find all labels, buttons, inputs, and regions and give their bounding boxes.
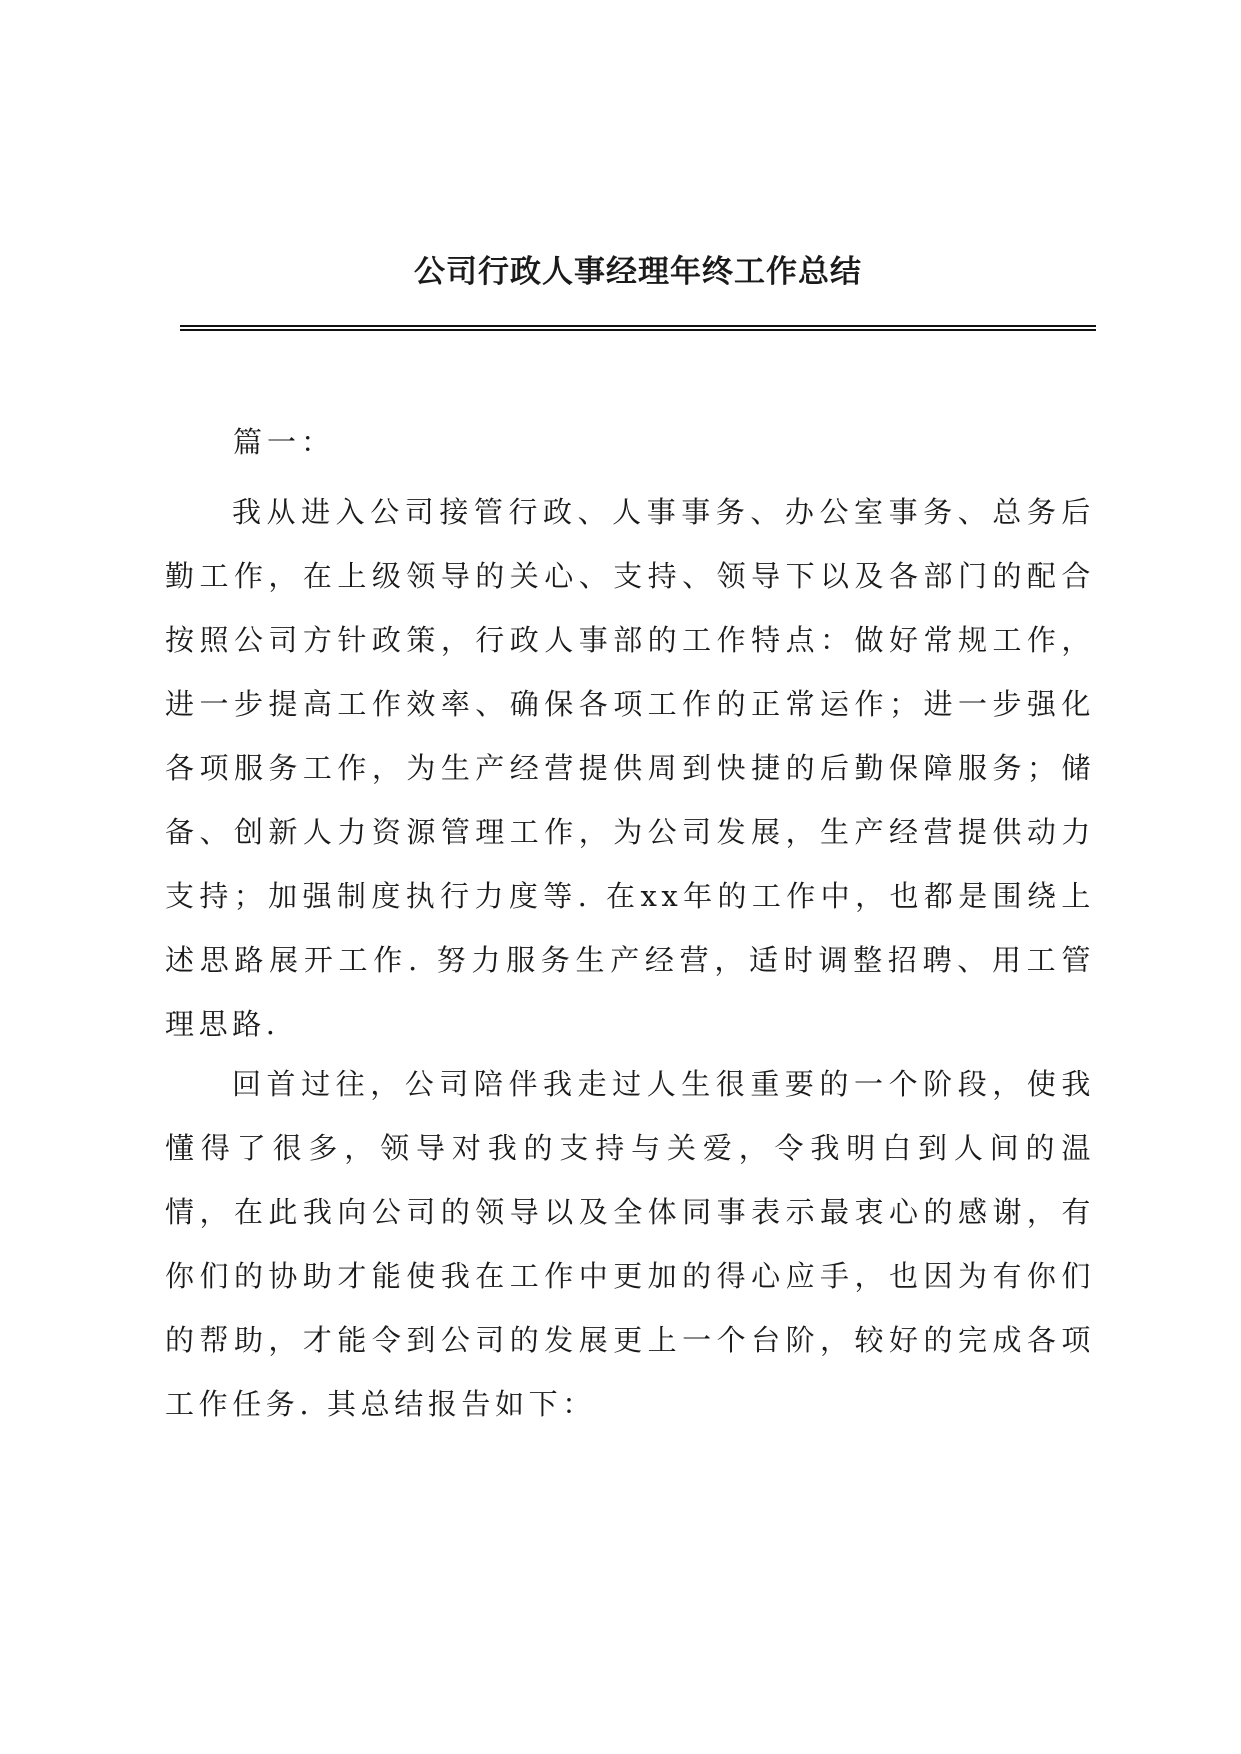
section-label: 篇一： — [233, 425, 336, 459]
document-title: 公司行政人事经理年终工作总结 — [414, 254, 862, 290]
title-double-rule — [180, 325, 1096, 331]
body-paragraph-1: 我从进入公司接管行政、人事事务、办公室事务、总务后勤工作，在上级领导的关心、支持、领导下以及各部门的配合按照公司方针政策，行政人事部的工作特点：做好常规工作，进一步提高工作效率、确保各项工作的正常运作；进一步强化各项服务工作，为生产经营提供周到快捷的后勤保障服务；储备、创新人力资源管理工作，为公司发展，生产经营提供动力支持；加强制度执行力度等. 在xx年的工作中，也都是围绕上述思路展开工作. 努力服务生产经营，适时调整招聘、用工管理思路. — [165, 495, 1095, 1041]
body-paragraph-2: 回首过往，公司陪伴我走过人生很重要的一个阶段，使我懂得了很多，领导对我的支持与关爱，令我明白到人间的温情，在此我向公司的领导以及全体同事表示最衷心的感谢，有你们的协助才能使我在工作中更加的得心应手，也因为有你们的帮助，才能令到公司的发展更上一个台阶，较好的完成各项工作任务. 其总结报告如下： — [165, 1067, 1095, 1421]
